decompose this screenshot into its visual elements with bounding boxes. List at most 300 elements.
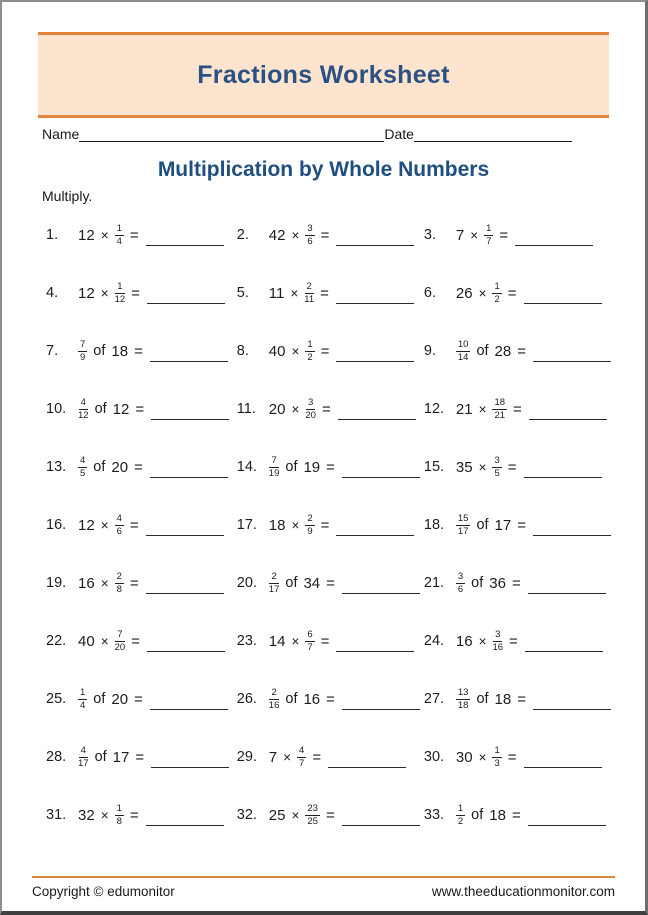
equals-sign: =: [134, 458, 143, 476]
fraction-denominator: 6: [457, 584, 464, 595]
equals-sign: =: [511, 806, 521, 824]
fraction-denominator: 7: [307, 642, 313, 653]
operator: of: [93, 343, 106, 359]
problem-number: 1.: [46, 227, 59, 243]
problem-item: [424, 340, 611, 363]
operator: of: [94, 401, 107, 417]
operator: ×: [100, 807, 109, 823]
whole-number: 7: [455, 226, 465, 244]
problem-item: [424, 514, 611, 537]
fraction: [305, 224, 314, 247]
fraction-numerator: 1: [116, 222, 122, 234]
equals-sign: =: [517, 690, 526, 708]
answer-blank: [528, 825, 606, 826]
problem-number: 2.: [236, 227, 249, 243]
whole-number: 18: [494, 690, 512, 708]
answer-blank: [146, 825, 224, 826]
fraction: [269, 456, 280, 479]
equals-sign: =: [517, 342, 526, 360]
fraction: [492, 398, 507, 421]
problem-item: [237, 224, 424, 247]
problem-item: [237, 398, 424, 421]
whole-number: 21: [455, 400, 473, 418]
answer-blank: [529, 419, 607, 420]
problem-item: [237, 282, 424, 305]
fraction: [492, 282, 501, 305]
fraction-denominator: 5: [80, 468, 86, 479]
operator: ×: [470, 227, 479, 243]
equals-sign: =: [134, 690, 143, 708]
whole-number: 34: [303, 574, 321, 592]
operator: of: [93, 459, 106, 475]
fraction-denominator: 9: [80, 352, 86, 363]
fraction-numerator: 23: [307, 802, 318, 814]
operator: of: [94, 749, 107, 765]
problem-item: [46, 572, 237, 595]
fraction: [305, 804, 320, 827]
whole-number: 20: [111, 458, 129, 476]
problem-number: 32.: [236, 807, 257, 823]
equals-sign: =: [129, 226, 139, 244]
equals-sign: =: [509, 632, 518, 650]
problem-number: 25.: [46, 691, 67, 707]
equals-sign: =: [511, 574, 521, 592]
fraction: [78, 340, 87, 363]
fraction-numerator: 2: [271, 570, 277, 582]
fraction-numerator: 2: [307, 512, 313, 524]
operator: of: [285, 575, 298, 591]
equals-sign: =: [129, 806, 139, 824]
problem-item: [46, 456, 237, 479]
answer-blank: [338, 419, 416, 420]
problem-number: 31.: [46, 807, 67, 823]
fraction-numerator: 3: [308, 396, 314, 408]
problem-number: 19.: [46, 575, 67, 591]
whole-number: 12: [78, 284, 95, 302]
name-blank: [79, 126, 384, 142]
problem-number: 10.: [46, 401, 67, 417]
fraction: [456, 572, 465, 595]
problem-item: [424, 282, 611, 305]
fraction-denominator: 2: [307, 352, 313, 363]
problem-number: 13.: [46, 459, 67, 475]
answer-blank: [151, 767, 229, 768]
problem-number: 8.: [236, 343, 249, 359]
problem-number: 28.: [46, 749, 67, 765]
answer-blank: [147, 651, 225, 652]
fraction-numerator: 2: [116, 570, 122, 582]
fraction-denominator: 17: [78, 758, 89, 769]
equals-sign: =: [326, 690, 335, 708]
fraction-numerator: 3: [495, 628, 501, 640]
answer-blank: [146, 535, 224, 536]
whole-number: 20: [268, 400, 286, 418]
operator: ×: [100, 575, 109, 591]
whole-number: 14: [268, 632, 286, 650]
fraction-numerator: 1: [307, 338, 313, 350]
fraction-denominator: 5: [494, 468, 500, 479]
fraction-denominator: 25: [307, 816, 318, 827]
instruction-text: Multiply.: [42, 188, 93, 204]
date-label: Date: [384, 126, 414, 142]
answer-blank: [533, 709, 611, 710]
answer-blank: [524, 303, 602, 304]
whole-number: 12: [78, 516, 95, 534]
fraction-numerator: 4: [80, 744, 86, 756]
fraction-denominator: 11: [304, 294, 315, 305]
fraction: [115, 224, 124, 247]
fraction: [305, 630, 314, 653]
fraction-denominator: 17: [457, 526, 469, 537]
answer-blank: [336, 651, 414, 652]
fraction-numerator: 4: [80, 454, 86, 466]
fraction-numerator: 2: [271, 686, 277, 698]
equals-sign: =: [326, 458, 335, 476]
answer-blank: [336, 535, 414, 536]
fraction: [115, 804, 124, 827]
whole-number: 18: [111, 342, 129, 360]
operator: of: [93, 691, 106, 707]
fraction-denominator: 20: [114, 642, 126, 653]
problem-item: [237, 514, 424, 537]
fraction: [78, 456, 87, 479]
fraction-denominator: 16: [268, 700, 280, 711]
fraction: [297, 746, 306, 769]
problem-number: 4.: [46, 285, 59, 301]
whole-number: 19: [303, 458, 321, 476]
problem-number: 27.: [423, 691, 445, 707]
fraction-denominator: 16: [492, 642, 504, 653]
fraction-denominator: 6: [307, 236, 313, 247]
fraction-numerator: 3: [307, 222, 313, 234]
whole-number: 36: [489, 574, 506, 592]
problem-item: [424, 398, 611, 421]
fraction: [304, 282, 314, 305]
fraction: [115, 630, 126, 653]
name-date-row: [42, 126, 607, 142]
operator: ×: [478, 749, 487, 765]
whole-number: 26: [455, 284, 473, 302]
equals-sign: =: [312, 748, 322, 766]
answer-blank: [533, 361, 611, 362]
answer-blank: [342, 593, 420, 594]
operator: ×: [478, 633, 487, 649]
problem-number: 21.: [423, 575, 445, 591]
answer-blank: [528, 593, 606, 594]
website-text: www.theeducationmonitor.com: [431, 884, 615, 899]
operator: ×: [478, 459, 487, 475]
fraction: [269, 572, 280, 595]
fraction: [78, 398, 89, 421]
problem-number: 15.: [423, 459, 445, 475]
equals-sign: =: [507, 284, 517, 302]
problem-item: [46, 398, 237, 421]
operator: ×: [291, 343, 300, 359]
problem-item: [424, 688, 611, 711]
problem-item: [237, 746, 424, 769]
equals-sign: =: [134, 342, 143, 360]
fraction-denominator: 7: [299, 758, 305, 769]
fraction: [456, 340, 471, 363]
fraction-denominator: 3: [494, 758, 500, 769]
worksheet-title: Fractions Worksheet: [197, 60, 450, 89]
fraction-numerator: 1: [80, 686, 86, 698]
problem-item: [424, 804, 611, 827]
whole-number: 17: [112, 748, 130, 766]
fraction-numerator: 4: [116, 512, 122, 524]
equals-sign: =: [320, 632, 330, 650]
fraction-numerator: 3: [457, 570, 464, 582]
fraction-denominator: 9: [307, 526, 313, 537]
fraction-numerator: 1: [117, 280, 123, 292]
equals-sign: =: [507, 458, 517, 476]
problem-item: [46, 514, 237, 537]
problem-item: [46, 340, 237, 363]
problem-number: 12.: [423, 401, 445, 417]
whole-number: 28: [494, 342, 512, 360]
operator: of: [476, 691, 489, 707]
answer-blank: [524, 767, 602, 768]
whole-number: 12: [112, 400, 130, 418]
fraction-denominator: 17: [268, 584, 280, 595]
fraction-denominator: 7: [486, 236, 492, 247]
problem-number: 17.: [236, 517, 257, 533]
fraction-numerator: 6: [307, 628, 313, 640]
fraction-numerator: 2: [306, 280, 312, 292]
problem-number: 5.: [236, 285, 249, 301]
problem-number: 14.: [236, 459, 257, 475]
equals-sign: =: [326, 574, 335, 592]
problems-grid: [46, 206, 611, 844]
fraction-numerator: 13: [457, 686, 469, 698]
problem-number: 26.: [236, 691, 257, 707]
whole-number: 40: [268, 342, 286, 360]
whole-number: 12: [78, 226, 95, 244]
answer-blank: [150, 477, 228, 478]
fraction: [305, 514, 314, 537]
whole-number: 30: [455, 748, 473, 766]
equals-sign: =: [320, 226, 330, 244]
problem-number: 9.: [423, 343, 436, 359]
fraction-numerator: 7: [271, 454, 277, 466]
operator: ×: [291, 633, 300, 649]
fraction: [115, 514, 124, 537]
answer-blank: [336, 303, 414, 304]
answer-blank: [147, 303, 225, 304]
copyright-text: Copyright © edumonitor: [32, 884, 175, 899]
problem-number: 11.: [236, 401, 256, 417]
answer-blank: [525, 651, 603, 652]
equals-sign: =: [320, 284, 329, 302]
equals-sign: =: [135, 748, 145, 766]
answer-blank: [150, 361, 228, 362]
operator: of: [471, 807, 484, 823]
fraction: [305, 398, 316, 421]
whole-number: 40: [78, 632, 95, 650]
operator: ×: [291, 517, 300, 533]
equals-sign: =: [135, 400, 145, 418]
operator: ×: [100, 517, 109, 533]
fraction-denominator: 20: [305, 410, 316, 421]
fraction: [115, 282, 126, 305]
fraction-numerator: 15: [457, 512, 469, 524]
problem-number: 3.: [423, 227, 436, 243]
problem-item: [237, 340, 424, 363]
problem-item: [424, 746, 611, 769]
problem-number: 7.: [46, 343, 59, 359]
equals-sign: =: [129, 516, 139, 534]
problem-item: [237, 688, 424, 711]
answer-blank: [515, 245, 593, 246]
operator: ×: [291, 807, 300, 823]
operator: of: [471, 575, 484, 591]
fraction-denominator: 2: [457, 816, 464, 827]
problem-number: 33.: [423, 807, 445, 823]
whole-number: 17: [494, 516, 512, 534]
date-blank: [414, 126, 572, 142]
fraction: [492, 746, 501, 769]
answer-blank: [533, 535, 611, 536]
answer-blank: [336, 361, 414, 362]
fraction-numerator: 1: [486, 222, 492, 234]
worksheet-banner: [38, 32, 609, 118]
whole-number: 35: [455, 458, 473, 476]
answer-blank: [342, 477, 420, 478]
operator: of: [476, 343, 489, 359]
fraction: [115, 572, 124, 595]
fraction-denominator: 8: [116, 816, 122, 827]
name-label: Name: [42, 126, 80, 142]
problem-item: [237, 572, 424, 595]
answer-blank: [342, 825, 420, 826]
problem-number: 16.: [46, 517, 67, 533]
fraction: [78, 746, 89, 769]
problem-number: 29.: [236, 749, 257, 765]
problem-item: [424, 630, 611, 653]
operator: of: [285, 459, 298, 475]
fraction-numerator: 10: [457, 338, 469, 350]
fraction-denominator: 18: [457, 700, 469, 711]
fraction-denominator: 2: [494, 294, 500, 305]
whole-number: 32: [78, 806, 95, 824]
whole-number: 25: [268, 806, 286, 824]
problem-number: 20.: [236, 575, 257, 591]
fraction: [456, 804, 465, 827]
whole-number: 16: [455, 632, 473, 650]
whole-number: 16: [303, 690, 321, 708]
fraction: [269, 688, 280, 711]
problem-item: [237, 630, 424, 653]
fraction-numerator: 7: [80, 338, 86, 350]
equals-sign: =: [517, 516, 526, 534]
equals-sign: =: [507, 748, 517, 766]
fraction: [456, 688, 471, 711]
fraction-denominator: 14: [457, 352, 469, 363]
fraction-numerator: 3: [494, 454, 500, 466]
footer: [32, 876, 615, 899]
problem-item: [46, 804, 237, 827]
whole-number: 18: [489, 806, 506, 824]
fraction-numerator: 18: [494, 396, 506, 408]
whole-number: 16: [78, 574, 95, 592]
equals-sign: =: [325, 806, 335, 824]
problem-number: 23.: [236, 633, 257, 649]
problem-item: [424, 572, 611, 595]
fraction: [456, 514, 471, 537]
answer-blank: [342, 709, 420, 710]
whole-number: 42: [268, 226, 286, 244]
equals-sign: =: [513, 400, 522, 418]
problem-item: [46, 688, 237, 711]
fraction-denominator: 4: [116, 236, 122, 247]
operator: ×: [100, 633, 109, 649]
fraction-numerator: 4: [299, 744, 305, 756]
answer-blank: [150, 709, 228, 710]
answer-blank: [146, 593, 224, 594]
problem-item: [46, 282, 237, 305]
whole-number: 11: [268, 284, 285, 302]
problem-number: 6.: [423, 285, 436, 301]
equals-sign: =: [320, 342, 330, 360]
equals-sign: =: [131, 284, 140, 302]
operator: ×: [290, 285, 299, 301]
equals-sign: =: [321, 400, 331, 418]
problem-item: [424, 224, 611, 247]
answer-blank: [524, 477, 602, 478]
equals-sign: =: [131, 632, 140, 650]
section-title: Multiplication by Whole Numbers: [157, 158, 490, 181]
operator: of: [285, 691, 298, 707]
fraction: [484, 224, 493, 247]
operator: ×: [283, 749, 292, 765]
problem-item: [237, 804, 424, 827]
fraction: [78, 688, 87, 711]
equals-sign: =: [499, 226, 509, 244]
problem-item: [424, 456, 611, 479]
problem-number: 24.: [423, 633, 445, 649]
equals-sign: =: [129, 574, 139, 592]
equals-sign: =: [320, 516, 330, 534]
answer-blank: [151, 419, 229, 420]
operator: ×: [291, 401, 300, 417]
fraction: [492, 456, 501, 479]
fraction: [492, 630, 503, 653]
fraction: [305, 340, 314, 363]
whole-number: 18: [268, 516, 286, 534]
fraction-numerator: 7: [117, 628, 123, 640]
operator: of: [476, 517, 489, 533]
problem-number: 18.: [423, 517, 445, 533]
problem-item: [46, 224, 237, 247]
whole-number: 7: [268, 748, 278, 766]
problem-item: [46, 630, 237, 653]
fraction-numerator: 4: [80, 396, 86, 408]
fraction-numerator: 1: [457, 802, 464, 814]
fraction-denominator: 21: [494, 410, 506, 421]
operator: ×: [478, 285, 487, 301]
fraction-numerator: 1: [494, 744, 500, 756]
fraction-denominator: 4: [80, 700, 86, 711]
problem-number: 22.: [46, 633, 67, 649]
fraction-denominator: 6: [116, 526, 122, 537]
fraction-numerator: 1: [494, 280, 500, 292]
fraction-denominator: 12: [78, 410, 89, 421]
problem-number: 30.: [423, 749, 445, 765]
answer-blank: [336, 245, 414, 246]
problem-item: [46, 746, 237, 769]
whole-number: 20: [111, 690, 129, 708]
operator: ×: [100, 285, 109, 301]
